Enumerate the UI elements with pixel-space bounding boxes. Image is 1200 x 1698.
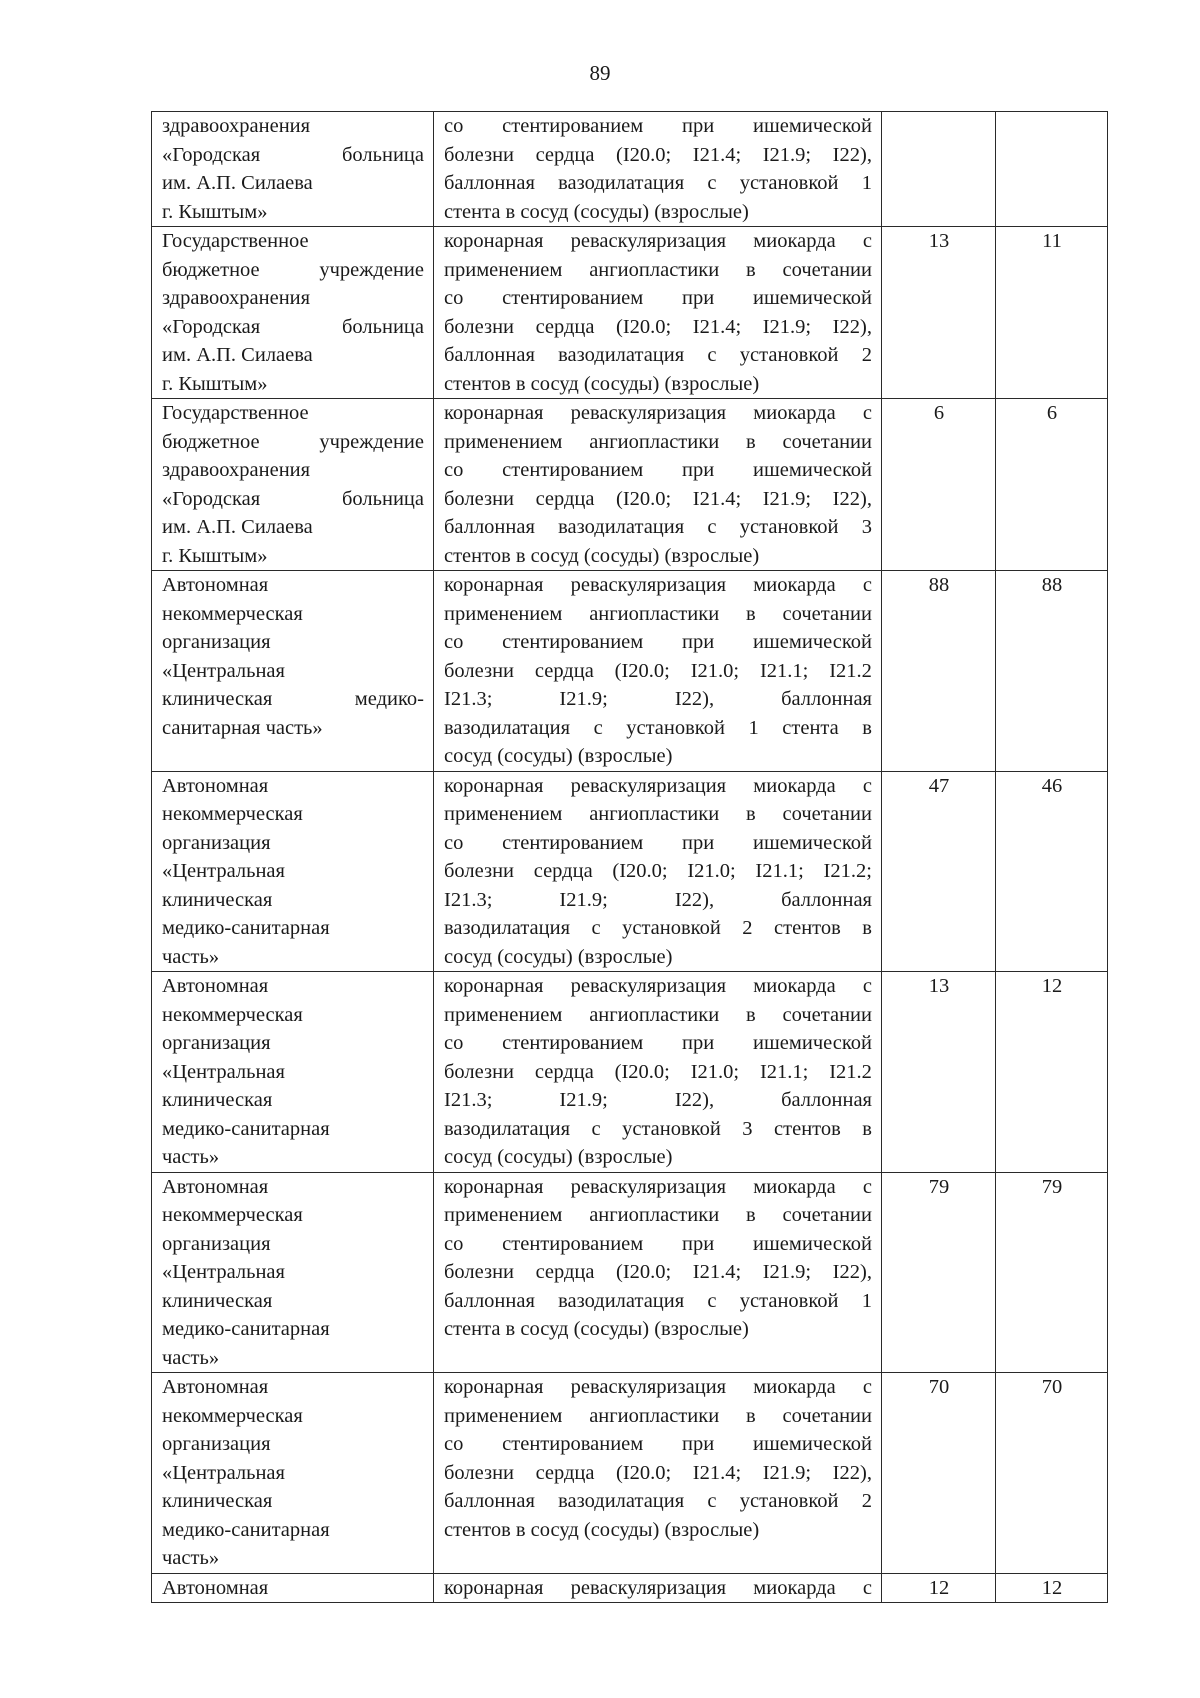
actual-volume-cell: 12 bbox=[996, 1573, 1108, 1603]
planned-volume-cell: 13 bbox=[882, 972, 996, 1173]
procedure-line: баллонная вазодилатация с установкой 2 bbox=[444, 344, 872, 366]
organization-line: «Городская больница bbox=[162, 143, 424, 166]
procedure-line: стента в сосуд (сосуды) (взрослые) bbox=[444, 1318, 749, 1340]
procedure-line: применением ангиопластики в сочетании bbox=[444, 258, 872, 281]
procedure-line: I21.3; I21.9; I22), баллонная bbox=[444, 1089, 872, 1111]
organization-cell bbox=[152, 771, 434, 972]
procedure-line: со стентированием при ишемической bbox=[444, 115, 872, 137]
procedure-line: баллонная вазодилатация с установкой 2 bbox=[444, 1490, 872, 1512]
procedure-line: со стентированием при ишемической bbox=[444, 1433, 872, 1455]
organization-line: часть» bbox=[162, 945, 220, 968]
organization-line: им. А.П. Силаева bbox=[162, 516, 313, 538]
organization-line: организация bbox=[162, 1232, 271, 1255]
allocation-table bbox=[151, 111, 1108, 1603]
actual-volume-cell: 70 bbox=[996, 1373, 1108, 1574]
organization-cell bbox=[152, 227, 434, 399]
organization-line: бюджетное учреждение bbox=[162, 258, 424, 281]
organization-line: медико-санитарная bbox=[162, 917, 330, 939]
procedure-line: со стентированием при ишемической bbox=[444, 831, 872, 854]
procedure-line: баллонная вазодилатация с установкой 3 bbox=[444, 516, 872, 538]
procedure-cell bbox=[434, 771, 882, 972]
procedure-line: сосуд (сосуды) (взрослые) bbox=[444, 1146, 673, 1168]
procedure-line: коронарная реваскуляризация миокарда с bbox=[444, 574, 872, 596]
organization-line: «Центральная bbox=[162, 860, 285, 882]
organization-line: здравоохранения bbox=[162, 115, 311, 137]
organization-line: некоммерческая bbox=[162, 1003, 303, 1026]
procedure-line: коронарная реваскуляризация миокарда с bbox=[444, 774, 872, 797]
organization-cell bbox=[152, 571, 434, 772]
organization-line: Государственное bbox=[162, 230, 309, 252]
organization-line: Автономная bbox=[162, 1376, 269, 1398]
organization-line: г. Кыштым» bbox=[162, 372, 268, 395]
actual-volume-cell: 6 bbox=[996, 399, 1108, 571]
procedure-line: коронарная реваскуляризация миокарда с bbox=[444, 230, 872, 252]
organization-cell bbox=[152, 1573, 434, 1603]
procedure-line: со стентированием при ишемической bbox=[444, 631, 872, 653]
table-row bbox=[152, 399, 1108, 571]
actual-volume-cell: 46 bbox=[996, 771, 1108, 972]
planned-volume-cell bbox=[882, 112, 996, 227]
procedure-cell bbox=[434, 972, 882, 1173]
table-row bbox=[152, 112, 1108, 227]
procedure-line: вазодилатация с установкой 1 стента в bbox=[444, 716, 872, 739]
planned-volume-cell: 6 bbox=[882, 399, 996, 571]
organization-line: организация bbox=[162, 631, 271, 653]
organization-line: г. Кыштым» bbox=[162, 544, 268, 567]
procedure-line: I21.3; I21.9; I22), баллонная bbox=[444, 888, 872, 911]
organization-line: «Центральная bbox=[162, 659, 285, 682]
procedure-line: сосуд (сосуды) (взрослые) bbox=[444, 945, 673, 968]
table-row bbox=[152, 227, 1108, 399]
organization-line: некоммерческая bbox=[162, 602, 303, 625]
organization-line: клиническая bbox=[162, 1289, 273, 1312]
organization-line: клиническая bbox=[162, 1490, 273, 1512]
procedure-line: болезни сердца (I20.0; I21.0; I21.1; I21.2 bbox=[444, 1060, 872, 1083]
procedure-line: применением ангиопластики в сочетании bbox=[444, 803, 872, 825]
organization-line: организация bbox=[162, 1433, 271, 1455]
procedure-line: I21.3; I21.9; I22), баллонная bbox=[444, 688, 872, 710]
organization-line: здравоохранения bbox=[162, 459, 311, 481]
organization-line: Государственное bbox=[162, 402, 309, 424]
organization-line: организация bbox=[162, 1032, 271, 1054]
procedure-line: коронарная реваскуляризация миокарда с bbox=[444, 402, 872, 424]
actual-volume-cell: 88 bbox=[996, 571, 1108, 772]
organization-line: Автономная bbox=[162, 1576, 269, 1599]
organization-line: «Городская больница bbox=[162, 315, 424, 338]
organization-line: медико-санитарная bbox=[162, 1117, 330, 1140]
planned-volume-cell: 70 bbox=[882, 1373, 996, 1574]
procedure-line: болезни сердца (I20.0; I21.0; I21.1; I21.2 bbox=[444, 659, 872, 682]
organization-line: медико-санитарная bbox=[162, 1318, 330, 1340]
procedure-line: сосуд (сосуды) (взрослые) bbox=[444, 745, 673, 767]
procedure-line: вазодилатация с установкой 2 стентов в bbox=[444, 917, 872, 939]
table-row bbox=[152, 1373, 1108, 1574]
organization-line: Автономная bbox=[162, 1175, 269, 1198]
actual-volume-cell: 11 bbox=[996, 227, 1108, 399]
procedure-line: коронарная реваскуляризация миокарда с bbox=[444, 1175, 872, 1198]
procedure-line: стента в сосуд (сосуды) (взрослые) bbox=[444, 200, 749, 223]
table-body bbox=[152, 112, 1108, 1603]
organization-line: некоммерческая bbox=[162, 1404, 303, 1427]
organization-line: «Городская больница bbox=[162, 487, 424, 510]
actual-volume-cell: 12 bbox=[996, 972, 1108, 1173]
procedure-line: коронарная реваскуляризация миокарда с bbox=[444, 975, 872, 997]
procedure-line: применением ангиопластики в сочетании bbox=[444, 602, 872, 625]
organization-line: Автономная bbox=[162, 574, 269, 596]
procedure-line: болезни сердца (I20.0; I21.0; I21.1; I21.2; bbox=[444, 860, 872, 882]
planned-volume-cell: 88 bbox=[882, 571, 996, 772]
organization-line: клиническая bbox=[162, 888, 273, 911]
procedure-line: вазодилатация с установкой 3 стентов в bbox=[444, 1117, 872, 1140]
planned-volume-cell: 47 bbox=[882, 771, 996, 972]
organization-line: им. А.П. Силаева bbox=[162, 344, 313, 366]
table-row bbox=[152, 571, 1108, 772]
procedure-line: болезни сердца (I20.0; I21.4; I21.9; I22), bbox=[444, 143, 872, 166]
procedure-cell bbox=[434, 571, 882, 772]
procedure-line: стентов в сосуд (сосуды) (взрослые) bbox=[444, 1518, 760, 1541]
procedure-cell bbox=[434, 227, 882, 399]
organization-line: Автономная bbox=[162, 774, 269, 797]
table-row bbox=[152, 771, 1108, 972]
organization-line: «Центральная bbox=[162, 1461, 285, 1484]
procedure-line: применением ангиопластики в сочетании bbox=[444, 1404, 872, 1427]
page-number: 89 bbox=[589, 61, 611, 85]
procedure-line: коронарная реваскуляризация миокарда с bbox=[444, 1376, 872, 1398]
procedure-line: со стентированием при ишемической bbox=[444, 287, 872, 309]
procedure-cell bbox=[434, 1172, 882, 1373]
procedure-line: болезни сердца (I20.0; I21.4; I21.9; I22), bbox=[444, 487, 872, 510]
procedure-cell bbox=[434, 112, 882, 227]
table-row bbox=[152, 972, 1108, 1173]
procedure-line: баллонная вазодилатация с установкой 1 bbox=[444, 1289, 872, 1312]
organization-line: Автономная bbox=[162, 975, 269, 997]
organization-line: медико-санитарная bbox=[162, 1518, 330, 1541]
table-row bbox=[152, 1172, 1108, 1373]
procedure-line: применением ангиопластики в сочетании bbox=[444, 1003, 872, 1026]
organization-line: клиническая bbox=[162, 1089, 273, 1111]
organization-cell bbox=[152, 1172, 434, 1373]
procedure-line: болезни сердца (I20.0; I21.4; I21.9; I22), bbox=[444, 1461, 872, 1484]
procedure-line: стентов в сосуд (сосуды) (взрослые) bbox=[444, 544, 760, 567]
organization-line: клиническая медико- bbox=[162, 688, 424, 710]
organization-cell bbox=[152, 972, 434, 1173]
procedure-cell bbox=[434, 1573, 882, 1603]
planned-volume-cell: 12 bbox=[882, 1573, 996, 1603]
organization-line: «Центральная bbox=[162, 1261, 285, 1283]
procedure-line: со стентированием при ишемической bbox=[444, 1232, 872, 1255]
organization-line: бюджетное учреждение bbox=[162, 430, 424, 453]
procedure-line: применением ангиопластики в сочетании bbox=[444, 1204, 872, 1226]
procedure-line: со стентированием при ишемической bbox=[444, 459, 872, 481]
organization-line: г. Кыштым» bbox=[162, 200, 268, 223]
organization-line: часть» bbox=[162, 1346, 220, 1369]
procedure-line: стентов в сосуд (сосуды) (взрослые) bbox=[444, 372, 760, 395]
procedure-cell bbox=[434, 1373, 882, 1574]
procedure-line: применением ангиопластики в сочетании bbox=[444, 430, 872, 453]
organization-line: здравоохранения bbox=[162, 287, 311, 309]
planned-volume-cell: 13 bbox=[882, 227, 996, 399]
organization-line: им. А.П. Силаева bbox=[162, 172, 313, 194]
organization-cell bbox=[152, 399, 434, 571]
planned-volume-cell: 79 bbox=[882, 1172, 996, 1373]
procedure-line: болезни сердца (I20.0; I21.4; I21.9; I22), bbox=[444, 1261, 872, 1283]
organization-line: «Центральная bbox=[162, 1060, 285, 1083]
actual-volume-cell bbox=[996, 112, 1108, 227]
procedure-line: болезни сердца (I20.0; I21.4; I21.9; I22), bbox=[444, 315, 872, 338]
procedure-line: коронарная реваскуляризация миокарда с bbox=[444, 1576, 872, 1599]
actual-volume-cell: 79 bbox=[996, 1172, 1108, 1373]
procedure-line: баллонная вазодилатация с установкой 1 bbox=[444, 172, 872, 194]
organization-line: некоммерческая bbox=[162, 1204, 303, 1226]
organization-line: часть» bbox=[162, 1547, 220, 1569]
organization-line: организация bbox=[162, 831, 271, 854]
organization-line: некоммерческая bbox=[162, 803, 303, 825]
organization-cell bbox=[152, 112, 434, 227]
organization-cell bbox=[152, 1373, 434, 1574]
procedure-line: со стентированием при ишемической bbox=[444, 1032, 872, 1054]
organization-line: часть» bbox=[162, 1146, 220, 1168]
table-row bbox=[152, 1573, 1108, 1603]
procedure-cell bbox=[434, 399, 882, 571]
organization-line: санитарная часть» bbox=[162, 716, 323, 739]
